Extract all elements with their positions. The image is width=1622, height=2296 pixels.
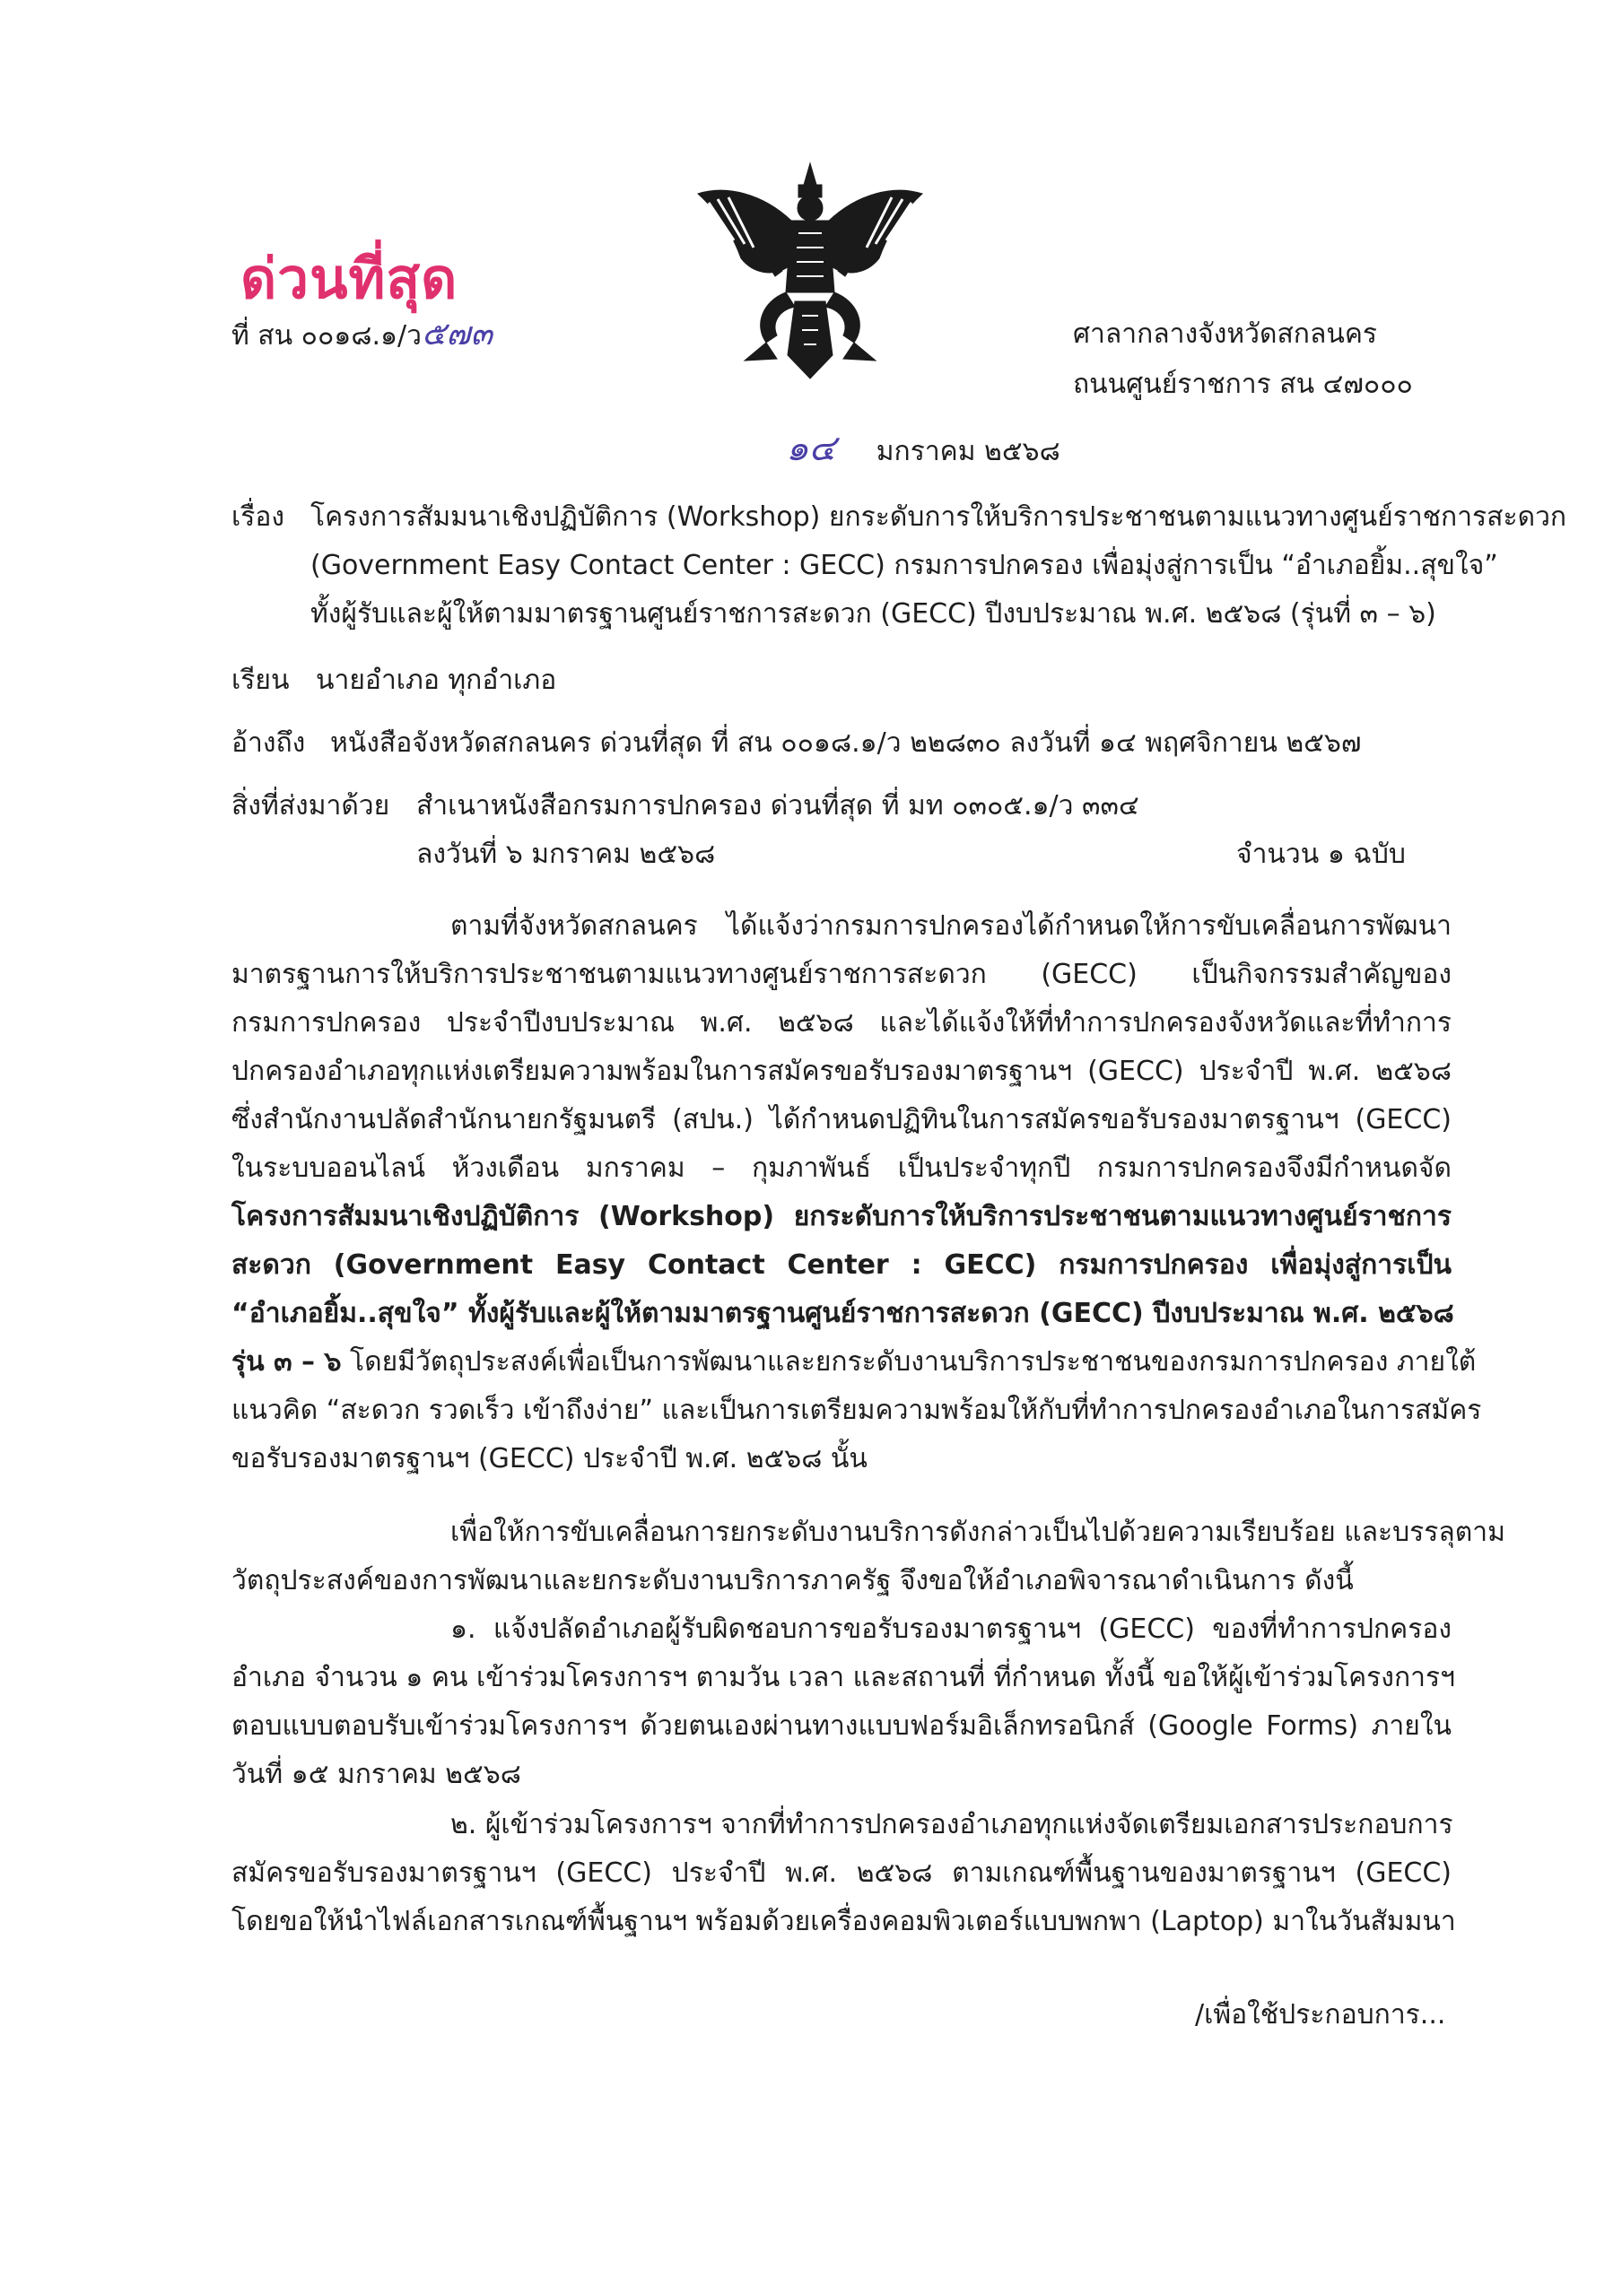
action-item-2 [231, 1801, 1456, 1946]
paragraph-line: ๑. แจ้งปลัดอำเภอผู้รับผิดชอบการขอรับรองมาตรฐานฯ (GECC) ของที่ทำการปกครอง [450, 1613, 1452, 1645]
document-number [231, 310, 493, 361]
salutation-label: เรียน [231, 665, 290, 696]
sender-address-line2: ถนนศูนย์ราชการ สน ๔๗๐๐๐ [1073, 369, 1413, 400]
reference-value: หนังสือจังหวัดสกลนคร ด่วนที่สุด ที่ สน ๐๐๑๘.๑/ว ๒๒๘๓๐ ลงวันที่ ๑๔ พฤศจิกายน ๒๕๖๗ [330, 727, 1362, 759]
paragraph-line: วัตถุประสงค์ของการพัฒนาและยกระดับงานบริการภาครัฐ จึงขอให้อำเภอพิจารณาดำเนินการ ดังนี้ [231, 1565, 1354, 1596]
reference-label: อ้างถึง [231, 727, 306, 759]
paragraph-line: มาตรฐานการให้บริการประชาชนตามแนวทางศูนย์ราชการสะดวก (GECC) เป็นกิจกรรมสำคัญของ [231, 959, 1452, 990]
paragraph-line: สมัครขอรับรองมาตรฐานฯ (GECC) ประจำปี พ.ศ. ๒๕๖๘ ตามเกณฑ์พื้นฐานของมาตรฐานฯ (GECC) [231, 1857, 1452, 1889]
enclosure-line1: สำเนาหนังสือกรมการปกครอง ด่วนที่สุด ที่ มท ๐๓๐๕.๑/ว ๓๓๔ [416, 790, 1139, 822]
paragraph-line-bold: “อำเภอยิ้ม..สุขใจ” ทั้งผู้รับและผู้ให้ตามมาตรฐานศูนย์ราชการสะดวก (GECC) ปีงบประมาณ พ.ศ. ๒๕๖๘ [231, 1298, 1454, 1329]
paragraph-line: กรมการปกครอง ประจำปีงบประมาณ พ.ศ. ๒๕๖๘ และได้แจ้งให้ที่ทำการปกครองจังหวัดและที่ทำการ [231, 1007, 1452, 1039]
document-number-printed: ที่ สน ๐๐๑๘.๑/ว [231, 320, 423, 352]
enclosure-quantity: จำนวน ๑ ฉบับ [1236, 839, 1406, 870]
subject-line2: (Government Easy Contact Center : GECC) กรมการปกครอง เพื่อมุ่งสู่การเป็น “อำเภอยิ้ม..สุขใจ” [310, 550, 1498, 581]
salutation-value: นายอำเภอ ทุกอำเภอ [316, 665, 557, 696]
paragraph-line: วันที่ ๑๕ มกราคม ๒๕๖๘ [231, 1759, 521, 1790]
paragraph-line: ตอบแบบตอบรับเข้าร่วมโครงการฯ ด้วยตนเองผ่านทางแบบฟอร์มอิเล็กทรอนิกส์ (Google Forms) ภายใน [231, 1710, 1452, 1742]
enclosure-label: สิ่งที่ส่งมาด้วย [231, 790, 390, 822]
paragraph-line: ในระบบออนไลน์ ห้วงเดือน มกราคม – กุมภาพันธ์ เป็นประจำทุกปี กรมการปกครองจึงมีกำหนดจัด [231, 1152, 1452, 1184]
paragraph-line: ขอรับรองมาตรฐานฯ (GECC) ประจำปี พ.ศ. ๒๕๖๘ นั้น [231, 1443, 868, 1474]
subject-line3: ทั้งผู้รับและผู้ให้ตามมาตรฐานศูนย์ราชการสะดวก (GECC) ปีงบประมาณ พ.ศ. ๒๕๖๘ (รุ่นที่ ๓ – ๖) [310, 598, 1436, 630]
paragraph-line-rest: โดยมีวัตถุประสงค์เพื่อเป็นการพัฒนาและยกระดับงานบริการประชาชนของกรมการปกครอง ภายใต้ [341, 1346, 1477, 1378]
subject-line1: โครงการสัมมนาเชิงปฏิบัติการ (Workshop) ยกระดับการให้บริการประชาชนตามแนวทางศูนย์ราชการสะดวก [310, 501, 1567, 533]
date-day: ๑๔ [786, 428, 836, 469]
paragraph-line: เพื่อให้การขับเคลื่อนการยกระดับงานบริการดังกล่าวเป็นไปด้วยความเรียบร้อย และบรรลุตาม [450, 1517, 1505, 1548]
body-paragraph-1 [231, 902, 1482, 1483]
garuda-emblem-icon [691, 158, 929, 389]
paragraph-line-bold: โครงการสัมมนาเชิงปฏิบัติการ (Workshop) ยกระดับการให้บริการประชาชนตามแนวทางศูนย์ราชการ [231, 1201, 1452, 1232]
sender-address-line1: ศาลากลางจังหวัดสกลนคร [1073, 318, 1378, 350]
paragraph-line: แนวคิด “สะดวก รวดเร็ว เข้าถึงง่าย” และเป็นการเตรียมความพร้อมให้กับที่ทำการปกครองอำเภอในการสมัคร [231, 1395, 1482, 1426]
continuation-note: /เพื่อใช้ประกอบการ... [1195, 1999, 1446, 2031]
action-item-1 [231, 1605, 1455, 1799]
enclosure-line2: ลงวันที่ ๖ มกราคม ๒๕๖๘ [416, 839, 716, 870]
date-line [786, 422, 1060, 476]
paragraph-line [231, 1338, 1477, 1387]
paragraph-line: ซึ่งสำนักงานปลัดสำนักนายกรัฐมนตรี (สปน.) ได้กำหนดปฏิทินในการสมัครขอรับรองมาตรฐานฯ (GECC) [231, 1104, 1452, 1135]
paragraph-line: อำเภอ จำนวน ๑ คน เข้าร่วมโครงการฯ ตามวัน เวลา และสถานที่ ที่กำหนด ทั้งนี้ ขอให้ผู้เข้าร่วมโครงการฯ [231, 1662, 1455, 1693]
paragraph-line: ปกครองอำเภอทุกแห่งเตรียมความพร้อมในการสมัครขอรับรองมาตรฐานฯ (GECC) ประจำปี พ.ศ. ๒๕๖๘ [231, 1056, 1452, 1087]
date-month-year: มกราคม ๒๕๖๘ [876, 436, 1060, 467]
paragraph-line: ตามที่จังหวัดสกลนคร ได้แจ้งว่ากรมการปกครองได้กำหนดให้การขับเคลื่อนการพัฒนา [450, 910, 1452, 942]
document-number-handwritten: ๕๗๓ [422, 316, 493, 352]
paragraph-line-bold: สะดวก (Government Easy Contact Center : GECC) กรมการปกครอง เพื่อมุ่งสู่การเป็น [231, 1249, 1452, 1281]
paragraph-line: โดยขอให้นำไฟล์เอกสารเกณฑ์พื้นฐานฯ พร้อมด้วยเครื่องคอมพิวเตอร์แบบพกพา (Laptop) มาในวันสัมมนา [231, 1906, 1456, 1937]
urgency-stamp: ด่วนที่สุด [240, 246, 458, 311]
subject-label: เรื่อง [231, 501, 285, 533]
paragraph-line: ๒. ผู้เข้าร่วมโครงการฯ จากที่ทำการปกครองอำเภอทุกแห่งจัดเตรียมเอกสารประกอบการ [450, 1809, 1453, 1840]
body-paragraph-2 [231, 1509, 1505, 1605]
cohort-label: รุ่น ๓ – ๖ [231, 1346, 342, 1378]
